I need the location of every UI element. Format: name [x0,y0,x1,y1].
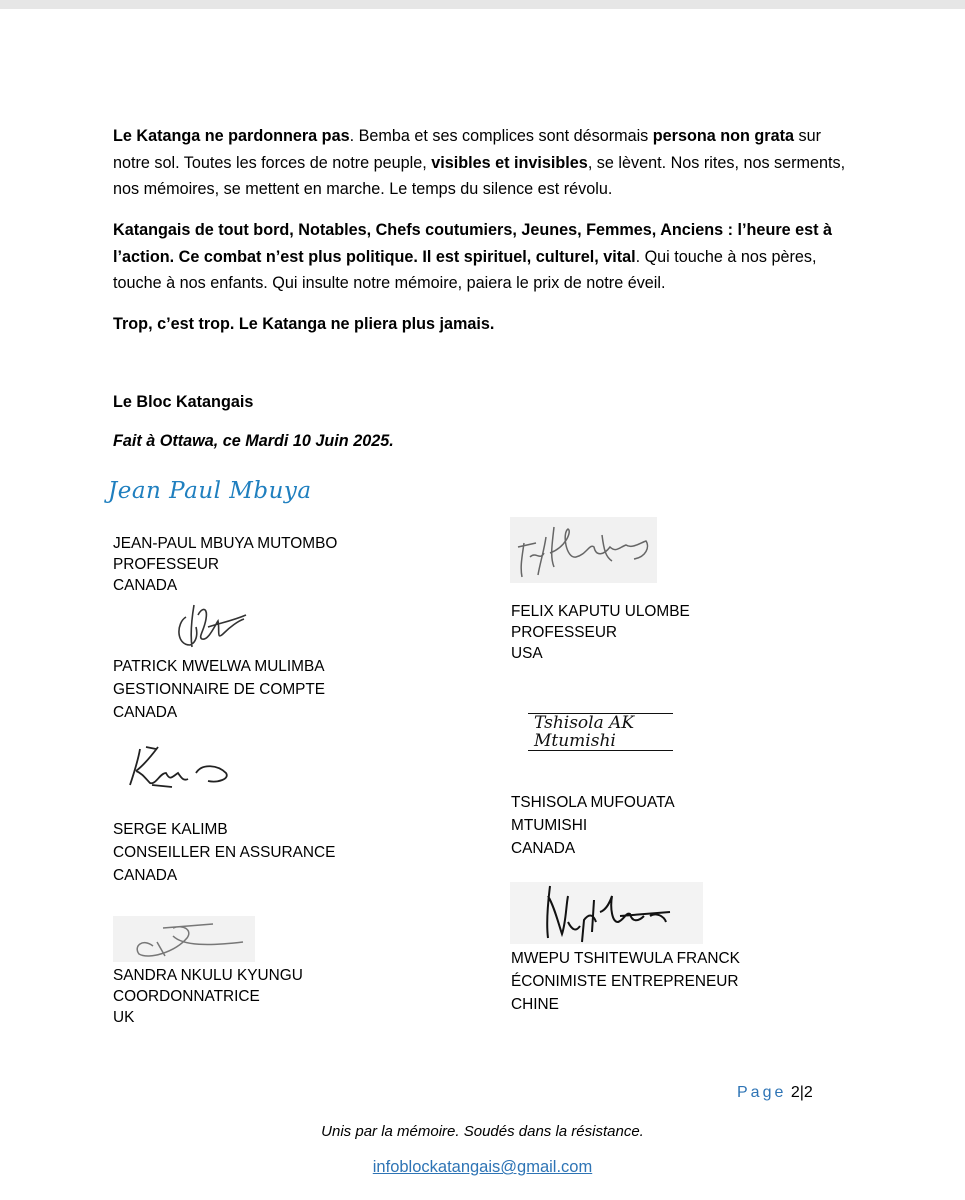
signature-image-serge [122,743,240,791]
signature-image-sandra [113,916,255,962]
page-separator: | [799,1084,804,1101]
signature-image-tshisola: Tshisola AK Mtumishi [528,713,673,759]
signatory-name: PATRICK MWELWA MULIMBA [113,658,325,675]
paragraph-text-segment: , se lèvent. Nos rites, nos serments, nos mémoires, se mettent en marche. Le temps du silence est révolu. [113,153,846,199]
signatory-3 [113,819,335,886]
paragraph-1 [113,123,853,203]
paragraph-text-segment: . Qui touche à nos pères, touche à nos enfants. Qui insulte notre mémoire, paiera le prix de notre éveil. [113,247,817,293]
signatory-country: CANADA [113,704,178,721]
script-signature: Jean Paul Mbuya [108,478,312,504]
signatory-name: TSHISOLA MUFOUATA [511,794,675,811]
page-current: 2 [790,1084,800,1101]
signatory-country: CHINE [511,996,559,1013]
signature-image-mwepu [510,882,703,944]
footer-motto: Unis par la mémoire. Soudés dans la résistance. [321,1123,644,1140]
signatory-name: FELIX KAPUTU ULOMBE [511,603,690,620]
signatory-name: SERGE KALIMB [113,821,228,838]
paragraph-text-segment: sur notre sol. Toutes les forces de notre peuple, [113,127,821,172]
signatory-name: SANDRA NKULU KYUNGU [113,967,303,984]
signatory-title: PROFESSEUR [113,556,220,573]
signatory-country: CANADA [511,840,576,857]
paragraph-text-segment: Katangais de tout bord, Notables, Chefs coutumiers, Jeunes, Femmes, Anciens : l’heure est à l’action. Ce combat n’est plus politique. Il est spirituel, culturel, vital [113,221,833,266]
signatory-7 [511,948,740,1015]
signatory-title: MTUMISHI [511,817,588,834]
signatory-6 [511,792,675,859]
footer-email-link[interactable]: infoblockatangais@gmail.com [372,1158,593,1176]
signature-image-felix [510,517,657,583]
top-bar [0,0,965,9]
place-date: Fait à Ottawa, ce Mardi 10 Juin 2025. [113,432,394,450]
paragraph-text-segment: Le Katanga ne pardonnera pas [113,127,350,145]
signatory-5 [511,601,690,664]
page-total: 2 [803,1084,813,1101]
paragraph-text-segment: visibles et invisibles [431,153,588,172]
signatory-title: PROFESSEUR [511,624,618,641]
signatory-title: CONSEILLER EN ASSURANCE [113,844,336,861]
signatory-2 [113,656,325,723]
signatory-country: CANADA [113,577,178,594]
signatory-title: GESTIONNAIRE DE COMPTE [113,681,326,698]
signatory-title: COORDONNATRICE [113,988,260,1005]
signatory-4 [113,965,303,1028]
signatory-country: USA [511,645,543,662]
paragraph-2 [113,217,853,297]
paragraph-text-segment: . Bemba et ses complices sont désormais [349,127,653,145]
signatory-name: MWEPU TSHITEWULA FRANCK [511,950,740,967]
paragraph-3: Trop, c’est trop. Le Katanga ne pliera plus jamais. [113,315,495,333]
paragraph-text-segment: persona non grata [652,127,794,145]
signature-image-patrick [172,597,248,655]
signatory-title: ÉCONIMISTE ENTREPRENEUR [511,973,739,990]
signatory-country: CANADA [113,867,178,884]
page-label: Page [737,1084,787,1101]
signatory-1 [113,533,337,596]
signatory-country: UK [113,1009,135,1026]
signatory-name: JEAN-PAUL MBUYA MUTOMBO [113,535,338,552]
sender: Le Bloc Katangais [113,393,254,411]
page-number [737,1084,813,1102]
